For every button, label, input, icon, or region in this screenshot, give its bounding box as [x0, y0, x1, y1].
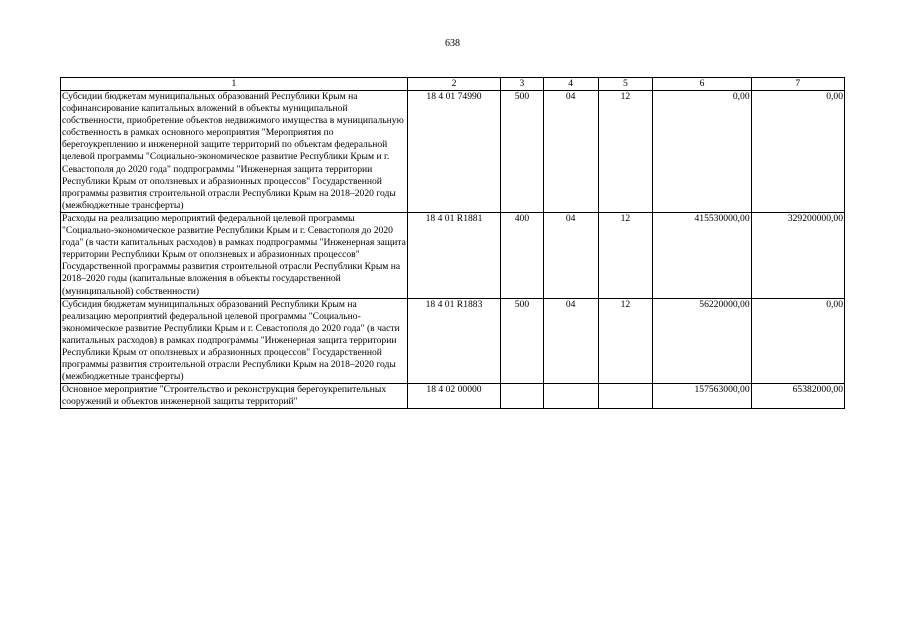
- table-header-row: [61, 78, 845, 91]
- row-amount-1: 415530000,00: [653, 212, 751, 298]
- header-cell: 6: [653, 78, 751, 91]
- table-row: [61, 298, 845, 384]
- header-cell: 3: [501, 78, 544, 91]
- row-code: 18 4 01 R1881: [407, 212, 500, 298]
- header-cell: 7: [751, 78, 844, 91]
- row-description: Субсидия бюджетам муниципальных образований Республики Крым на реализацию мероприятий федеральной целевой программы "Социально-экономическое развитие Республики Крым и г. Севастополя до 2020 года" (в части капитальных расходов) в рамках подпрограммы "Инженерная защита территории Республики Крым от оползневых и абразионных процессов" Государственной программы развития строительной отрасли Республики Крым на 2018–2020 годы (межбюджетные трансферты): [61, 298, 408, 384]
- row-col3: [501, 384, 544, 409]
- row-amount-1: 157563000,00: [653, 384, 751, 409]
- row-col4: 04: [543, 91, 598, 213]
- row-code: 18 4 01 74990: [407, 91, 500, 213]
- row-col3: 500: [501, 91, 544, 213]
- row-amount-2: 0,00: [751, 298, 844, 384]
- header-cell: 1: [61, 78, 408, 91]
- row-description: Субсидии бюджетам муниципальных образований Республики Крым на софинансирование капитальных вложений в объекты муниципальной собственности, приобретение объектов недвижимого имущества в муниципальную собственность в рамках основного мероприятия "Мероприятия по берегоукреплению и инженерной защите территорий по объектам федеральной целевой программы "Социально-экономическое развитие Республики Крым и г. Севастополя до 2020 года" подпрограммы "Инженерная защита территории Республики Крым от оползневых и абразионных процессов" Государственной программы развития строительной отрасли Республики Крым на 2018–2020 годы (межбюджетные трансферты): [61, 91, 408, 213]
- row-col5: 12: [598, 212, 653, 298]
- row-code: 18 4 01 R1883: [407, 298, 500, 384]
- row-col5: 12: [598, 91, 653, 213]
- row-amount-2: 0,00: [751, 91, 844, 213]
- page-number: 638: [445, 38, 460, 49]
- row-col5: 12: [598, 298, 653, 384]
- row-col4: 04: [543, 298, 598, 384]
- header-cell: 4: [543, 78, 598, 91]
- row-col3: 500: [501, 298, 544, 384]
- row-amount-1: 0,00: [653, 91, 751, 213]
- row-amount-2: 329200000,00: [751, 212, 844, 298]
- row-code: 18 4 02 00000: [407, 384, 500, 409]
- table-row: [61, 91, 845, 213]
- row-col5: [598, 384, 653, 409]
- table-row: [61, 212, 845, 298]
- row-col4: 04: [543, 212, 598, 298]
- row-col4: [543, 384, 598, 409]
- header-cell: 5: [598, 78, 653, 91]
- row-amount-1: 56220000,00: [653, 298, 751, 384]
- table-row: [61, 384, 845, 409]
- row-description: Основное мероприятие "Строительство и реконструкция берегоукрепительных сооружений и объектов инженерной защиты территорий": [61, 384, 408, 409]
- row-amount-2: 65382000,00: [751, 384, 844, 409]
- budget-table: [60, 77, 845, 409]
- header-cell: 2: [407, 78, 500, 91]
- row-col3: 400: [501, 212, 544, 298]
- row-description: Расходы на реализацию мероприятий федеральной целевой программы "Социально-экономическое развитие Республики Крым и г. Севастополя до 2020 года" (в части капитальных расходов) в рамках подпрограммы "Инженерная защита территории Республики Крым от оползневых и абразионных процессов" Государственной программы развития строительной отрасли Республики Крым на 2018–2020 годы (капитальные вложения в объекты государственной (муниципальной) собственности): [62, 212, 406, 297]
